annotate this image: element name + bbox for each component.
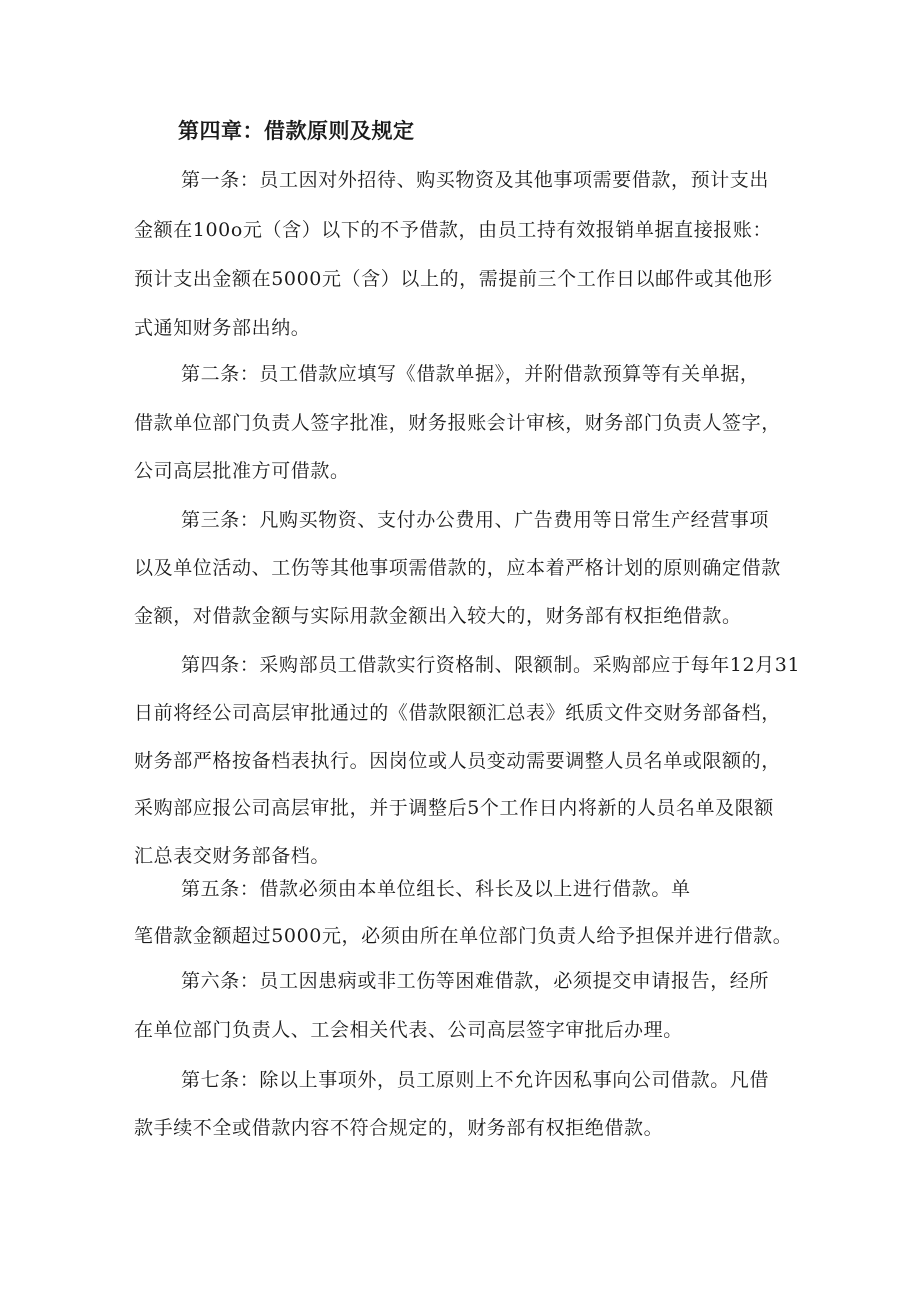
article-line: 第七条：除以上事项外，员工原则上不允许因私事向公司借款。凡借 [181, 1069, 770, 1091]
article-line: 第六条：员工因患病或非工伤等困难借款，必须提交申请报告，经所 [181, 970, 770, 992]
article-line: 第一条：员工因对外招待、购买物资及其他事项需要借款，预计支出 [181, 169, 770, 191]
article-line: 笔借款金额超过5000元，必须由所在单位部门负责人给予担保并进行借款。 [134, 925, 793, 947]
article-line: 金额，对借款金额与实际用款金额出入较大的，财务部有权拒绝借款。 [134, 605, 742, 627]
article-line: 第二条：员工借款应填写《借款单据》，并附借款预算等有关单据， [181, 363, 760, 385]
article-line: 第四条：采购部员工借款实行资格制、限额制。采购部应于每年12月31 [181, 654, 801, 676]
article-line: 汇总表交财务部备档。 [134, 845, 331, 867]
article-line: 财务部严格按备档表执行。因岗位或人员变动需要调整人员名单或限额的， [134, 750, 781, 772]
article-line: 第五条：借款必须由本单位组长、科长及以上进行借款。单 [181, 878, 691, 900]
article-line: 公司高层批准方可借款。 [134, 460, 350, 482]
article-line: 以及单位活动、工伤等其他事项需借款的，应本着严格计划的原则确定借款 [134, 557, 781, 579]
article-line: 日前将经公司高层审批通过的《借款限额汇总表》纸质文件交财务部备档， [134, 702, 781, 724]
article-line: 第三条：凡购买物资、支付办公费用、广告费用等日常生产经营事项 [181, 509, 770, 531]
article-line: 在单位部门负责人、工会相关代表、公司高层签字审批后办理。 [134, 1019, 683, 1041]
article-line: 款手续不全或借款内容不符合规定的，财务部有权拒绝借款。 [134, 1117, 664, 1139]
article-line: 预计支出金额在5000元（含）以上的，需提前三个工作日以邮件或其他形 [134, 268, 773, 290]
article-line: 借款单位部门负责人签字批准，财务报账会计审核，财务部门负责人签字， [134, 412, 781, 434]
chapter-title: 第四章：借款原则及规定 [178, 119, 415, 143]
article-line: 采购部应报公司高层审批，并于调整后5个工作日内将新的人员名单及限额 [134, 797, 774, 819]
article-line: 式通知财务部出纳。 [134, 317, 311, 339]
article-line: 金额在100o元（含）以下的不予借款，由员工持有效报销单据直接报账： [134, 219, 773, 241]
